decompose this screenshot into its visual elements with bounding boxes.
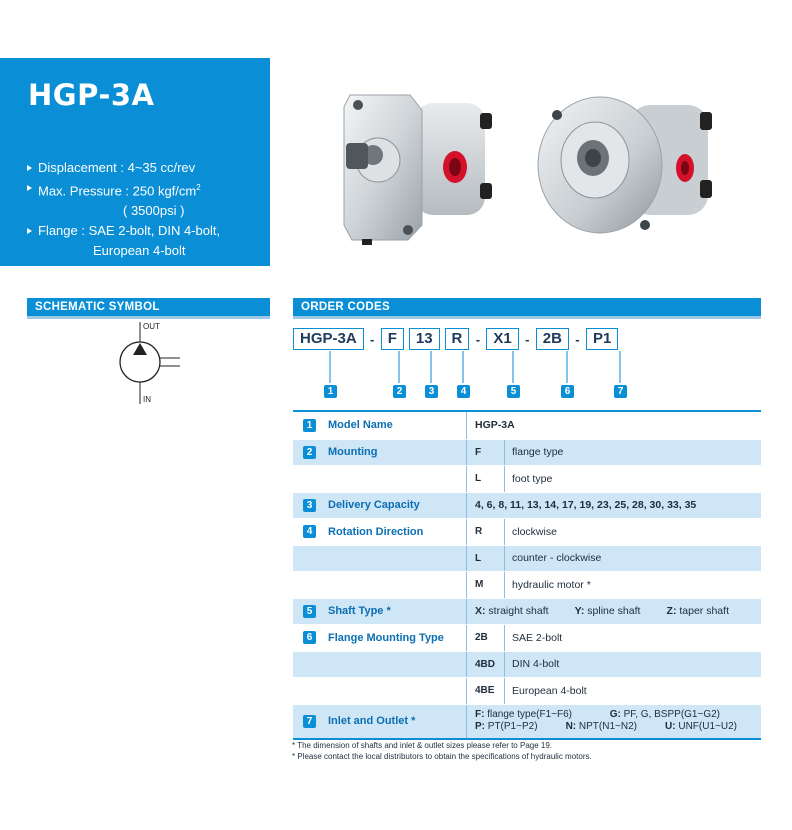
code-number-1: 1 xyxy=(324,385,337,398)
table-row: 4BE European 4-bolt xyxy=(293,677,761,704)
code-box-ports: P1 xyxy=(586,328,618,350)
code-number-2: 2 xyxy=(393,385,406,398)
table-row: 2 Mounting F flange type xyxy=(293,439,761,466)
code-box-capacity: 13 xyxy=(409,328,440,350)
table-row: L foot type xyxy=(293,465,761,492)
model-header-panel xyxy=(0,58,270,266)
spec-flange-cont: European 4-bolt xyxy=(93,243,186,259)
footnote-1: * The dimension of shafts and inlet & outlet sizes please refer to Page 19. xyxy=(292,741,553,750)
table-row: 7 Inlet and Outlet * F: flange type(F1~F6) G: PF, G, BSPP(G1~G2) P: PT(P1~P2) N: NPT(N1~N2) U: UNF(U1~U2) xyxy=(293,704,761,738)
schematic-section-header: SCHEMATIC SYMBOL xyxy=(27,298,270,316)
code-box-model: HGP-3A xyxy=(293,328,364,350)
table-row: 3 Delivery Capacity 4, 6, 8, 11, 13, 14, 17, 19, 23, 25, 28, 30, 33, 35 xyxy=(293,492,761,519)
model-title: HGP-3A xyxy=(28,78,155,112)
spec-displacement: Displacement : 4~35 cc/rev xyxy=(27,158,220,178)
order-codes-section-header: ORDER CODES xyxy=(293,298,761,316)
spec-list xyxy=(27,158,220,261)
spec-flange: Flange : SAE 2-bolt, DIN 4-bolt, European 4-bolt xyxy=(27,221,220,261)
table-row: 1 Model Name HGP-3A xyxy=(293,412,761,439)
pump-side-image xyxy=(340,85,500,245)
code-number-7: 7 xyxy=(614,385,627,398)
footnote-2: * Please contact the local distributors to obtain the specifications of hydraulic motors. xyxy=(292,752,592,761)
footnotes xyxy=(292,740,592,762)
code-box-shaft: X1 xyxy=(486,328,518,350)
schematic-symbol xyxy=(100,320,200,410)
table-row: M hydraulic motor * xyxy=(293,571,761,598)
code-number-5: 5 xyxy=(507,385,520,398)
table-row: 5 Shaft Type * X: straight shaft Y: spline shaft Z: taper shaft xyxy=(293,598,761,625)
code-box-mounting: F xyxy=(381,328,404,350)
table-row: L counter - clockwise xyxy=(293,545,761,572)
schematic-in-label: IN xyxy=(143,395,151,404)
order-codes-table xyxy=(293,410,761,740)
table-row: 6 Flange Mounting Type 2B SAE 2-bolt xyxy=(293,624,761,651)
code-box-flange: 2B xyxy=(536,328,569,350)
code-number-3: 3 xyxy=(425,385,438,398)
code-number-6: 6 xyxy=(561,385,574,398)
spec-max-pressure: Max. Pressure : 250 kgf/$cm^2$ ( 3500psi ) xyxy=(27,178,220,221)
order-code-row: HGP-3A - F 13 R - X1 - 2B - P1 xyxy=(293,328,618,350)
schematic-out-label: OUT xyxy=(143,322,160,331)
table-row: 4 Rotation Direction R clockwise xyxy=(293,518,761,545)
spec-pressure-psi: ( 3500psi ) xyxy=(123,203,185,219)
pump-angle-image xyxy=(535,90,715,250)
code-box-rotation: R xyxy=(445,328,470,350)
table-row: 4BD DIN 4-bolt xyxy=(293,651,761,678)
code-number-4: 4 xyxy=(457,385,470,398)
